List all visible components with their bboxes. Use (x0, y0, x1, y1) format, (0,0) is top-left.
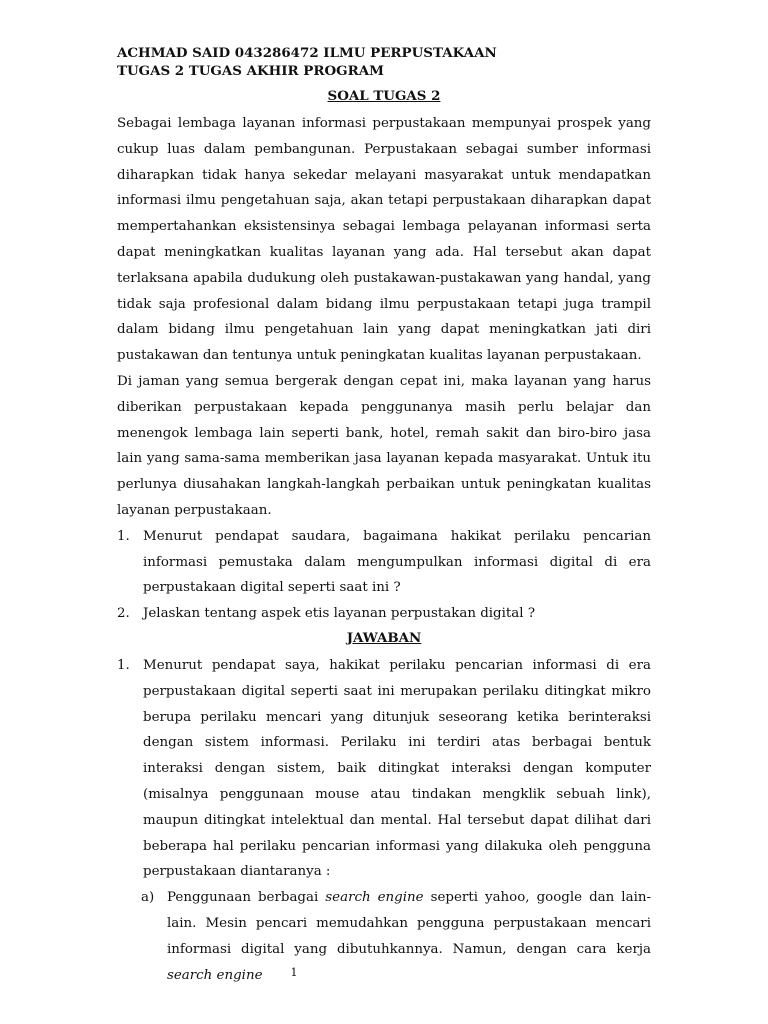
question-number: 2. (117, 606, 130, 622)
soal-title: SOAL TUGAS 2 (327, 88, 441, 104)
question-text: Jelaskan tentang aspek etis layanan perpustakan digital ? (143, 606, 535, 622)
question-item-2 (117, 601, 651, 627)
document-content (117, 44, 651, 988)
soal-paragraph-2: Di jaman yang semua bergerak dengan cepat ini, maka layanan yang harus diberikan perpustakaan kepada penggunanya masih perlu belajar dan menengok lembaga lain seperti bank, hotel, remah sakit dan biro-biro jasa lain yang sama-sama memberikan jasa layanan kepada masyarakat. Untuk itu perlunya diusahakan langkah-langkah perbaikan untuk peningkatan kualitas layanan perpustakaan. (117, 373, 651, 518)
sub-item-italic-term-1: search engine (325, 890, 424, 906)
sub-item-text-part1: Penggunaan berbagai (167, 890, 326, 906)
question-number: 1. (117, 528, 130, 544)
jawaban-title: JAWABAN (346, 629, 422, 646)
header-name-line: ACHMAD SAID 043286472 ILMU PERPUSTAKAAN (117, 45, 497, 61)
sub-item-italic-term-2: search engine (167, 967, 263, 983)
header-assignment-line: TUGAS 2 TUGAS AKHIR PROGRAM (117, 63, 384, 79)
answer-item-1 (117, 653, 651, 885)
question-item-1 (117, 524, 651, 601)
sub-item-text-part2: seperti yahoo, google dan lain-lain. Mesin pencari memudahkan pengguna perpustakaan mencari informasi digital yang dibutuhkannya. Namun, dengan cara kerja (167, 890, 652, 957)
page-number: 1 (290, 966, 298, 979)
answer-text: Menurut pendapat saya, hakikat perilaku pencarian informasi di era perpustakaan digital seperti saat ini merupakan perilaku ditingkat mikro berupa perilaku mencari yang ditunjuk seseorang ketika berinteraksi dengan sistem informasi. Perilaku ini terdiri atas berbagai bentuk interaksi dengan sistem, baik ditingkat interaksi dengan komputer (misalnya penggunaan mouse atau tindakan mengklik sebuah link), maupun ditingkat intelektual dan mental. Hal tersebut dapat dilihat dari beberapa hal perilaku pencarian informasi yang dilakuka oleh pengguna perpustakaan diantaranya : (143, 657, 651, 880)
answer-number: 1. (117, 657, 130, 673)
sub-item-label: a) (141, 890, 155, 906)
soal-paragraph-1: Sebagai lembaga layanan informasi perpustakaan mempunyai prospek yang cukup luas dalam pembangunan. Perpustakaan sebagai sumber informasi diharapkan tidak hanya sekedar melayani masyarakat untuk mendapatkan informasi ilmu pengetahuan saja, akan tetapi perpustakaan diharapkan dapat mempertahankan eksistensinya sebagai lembaga pelayanan informasi serta dapat meningkatkan kualitas layanan yang ada. Hal tersebut akan dapat terlaksana apabila dudukung oleh pustakawan-pustakawan yang handal, yang tidak saja profesional dalam bidang ilmu perpustakaan tetapi juga trampil dalam bidang ilmu pengetahuan lain yang dapat meningkatkan jati diri pustakawan dan tentunya untuk peningkatan kualitas layanan perpustakaan. (117, 116, 651, 364)
question-text: Menurut pendapat saudara, bagaimana hakikat perilaku pencarian informasi pemustaka dalam mengumpulkan informasi digital di era perpustakaan digital seperti saat ini ? (143, 528, 651, 596)
